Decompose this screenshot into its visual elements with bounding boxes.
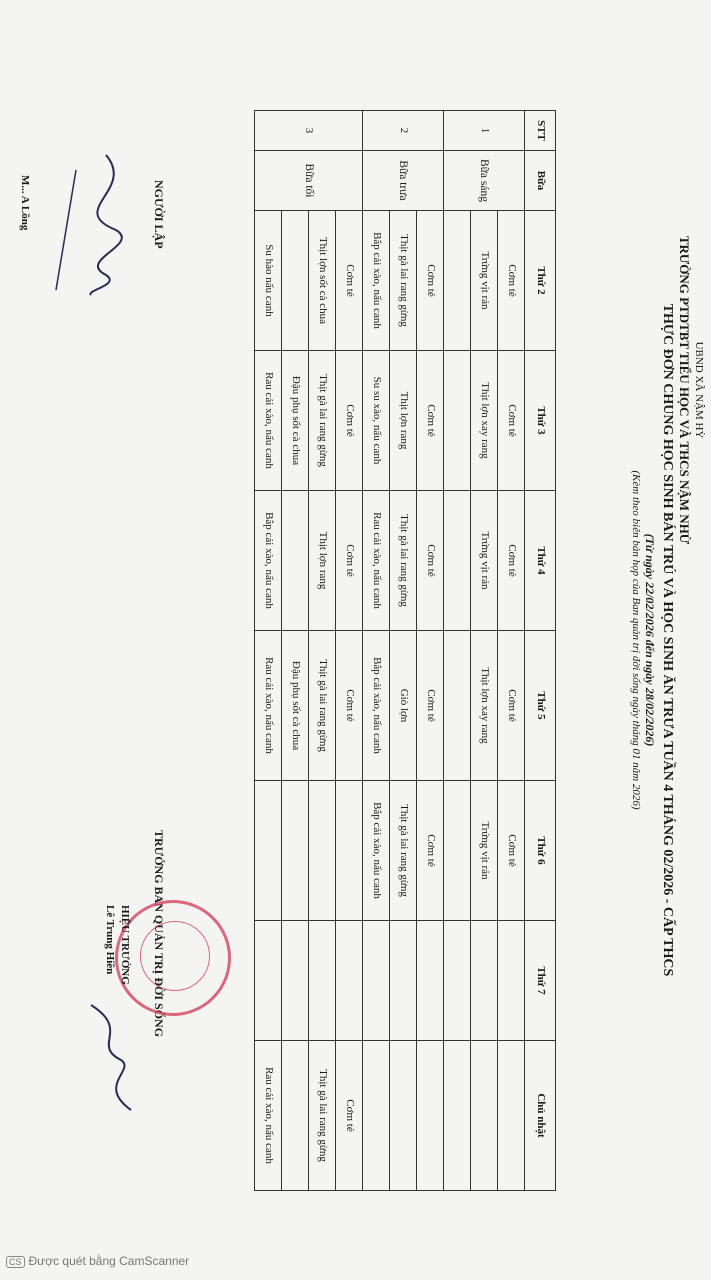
col-sun: Chủ nhật bbox=[525, 1041, 556, 1191]
menu-cell bbox=[444, 1041, 471, 1191]
menu-cell: Thịt gà lai rang gừng bbox=[309, 351, 336, 491]
col-wed: Thứ 4 bbox=[525, 491, 556, 631]
table-row bbox=[417, 111, 444, 1191]
menu-table bbox=[254, 110, 556, 1191]
menu-cell bbox=[282, 1041, 309, 1191]
menu-cell: Cơm tẻ bbox=[417, 211, 444, 351]
menu-cell: Cơm tẻ bbox=[336, 211, 363, 351]
meal-name: Bữa sáng bbox=[444, 151, 525, 211]
table-row bbox=[390, 111, 417, 1191]
menu-cell: Cơm tẻ bbox=[498, 351, 525, 491]
menu-cell bbox=[498, 921, 525, 1041]
table-row bbox=[498, 111, 525, 1191]
menu-cell: Cơm tẻ bbox=[417, 351, 444, 491]
menu-cell: Rau cải xào, nấu canh bbox=[255, 1041, 282, 1191]
preparer-signature bbox=[46, 150, 146, 300]
menu-cell: Cơm tẻ bbox=[336, 1041, 363, 1191]
menu-title: THỰC ĐƠN CHUNG HỌC SINH BÁN TRÚ VÀ HỌC SINH ĂN TRƯA TUẦN 4 THÁNG 02/2026 - CẤP THCS bbox=[660, 303, 675, 977]
menu-cell: Cơm tẻ bbox=[498, 211, 525, 351]
meal-stt: 2 bbox=[363, 111, 444, 151]
menu-cell: Đậu phụ sốt cà chua bbox=[282, 351, 309, 491]
menu-cell: Cơm tẻ bbox=[336, 351, 363, 491]
menu-cell: Trứng vịt rán bbox=[471, 781, 498, 921]
menu-cell: Thịt lợn rang bbox=[390, 351, 417, 491]
menu-cell bbox=[309, 921, 336, 1041]
col-meal: Bữa bbox=[525, 151, 556, 211]
menu-cell bbox=[444, 921, 471, 1041]
menu-cell: Bắp cải xào, nấu canh bbox=[363, 631, 390, 781]
col-thu: Thứ 5 bbox=[525, 631, 556, 781]
col-fri: Thứ 6 bbox=[525, 781, 556, 921]
principal-role: HIỆU TRƯỞNG bbox=[119, 905, 131, 985]
school-stamp bbox=[115, 900, 231, 1016]
menu-cell: Thịt gà lai rang gừng bbox=[309, 631, 336, 781]
menu-cell bbox=[471, 921, 498, 1041]
menu-cell: Su hào nấu canh bbox=[255, 211, 282, 351]
menu-cell: Cơm tẻ bbox=[498, 631, 525, 781]
menu-cell bbox=[336, 921, 363, 1041]
col-sat: Thứ 7 bbox=[525, 921, 556, 1041]
menu-cell: Rau cải xào, nấu canh bbox=[255, 631, 282, 781]
menu-cell bbox=[255, 781, 282, 921]
menu-cell: Thịt gà lai rang gừng bbox=[390, 211, 417, 351]
principal-name: Lê Trung Hiền bbox=[104, 905, 116, 975]
menu-cell: Đậu phụ sốt cà chua bbox=[282, 631, 309, 781]
table-row bbox=[282, 111, 309, 1191]
menu-cell bbox=[282, 921, 309, 1041]
menu-cell: Rau cải xào, nấu canh bbox=[363, 491, 390, 631]
menu-cell bbox=[255, 921, 282, 1041]
menu-cell: Cơm tẻ bbox=[498, 781, 525, 921]
menu-cell: Cơm tẻ bbox=[336, 631, 363, 781]
table-row bbox=[363, 111, 390, 1191]
table-row bbox=[255, 111, 282, 1191]
meal-stt: 3 bbox=[255, 111, 363, 151]
menu-cell: Trứng vịt rán bbox=[471, 491, 498, 631]
menu-cell bbox=[444, 491, 471, 631]
menu-cell bbox=[417, 921, 444, 1041]
menu-cell bbox=[282, 491, 309, 631]
table-row bbox=[309, 111, 336, 1191]
attachment-note: (Kèm theo biên bản họp của Ban quản trị đời sống ngày tháng 01 năm 2026) bbox=[630, 470, 642, 810]
school-name: TRƯỜNG PTDTBT TIỂU HỌC VÀ THCS NẬM NHỪ bbox=[677, 235, 692, 545]
preparer-title: NGƯỜI LẬP bbox=[152, 180, 166, 249]
menu-cell bbox=[471, 1041, 498, 1191]
menu-cell: Thịt gà lai rang gừng bbox=[390, 491, 417, 631]
menu-cell: Cơm tẻ bbox=[417, 491, 444, 631]
table-row bbox=[444, 111, 471, 1191]
menu-cell bbox=[444, 211, 471, 351]
meal-stt: 1 bbox=[444, 111, 525, 151]
menu-cell bbox=[282, 211, 309, 351]
menu-cell bbox=[282, 781, 309, 921]
menu-cell bbox=[336, 781, 363, 921]
col-stt: STT bbox=[525, 111, 556, 151]
menu-cell bbox=[309, 781, 336, 921]
date-range: (Từ ngày 22/02/2026 đến ngày 28/02/2026) bbox=[643, 533, 657, 747]
menu-cell bbox=[444, 351, 471, 491]
menu-cell: Rau cải xào, nấu canh bbox=[255, 351, 282, 491]
menu-cell bbox=[444, 631, 471, 781]
menu-cell: Thịt lợn xay rang bbox=[471, 631, 498, 781]
table-row bbox=[471, 111, 498, 1191]
menu-cell bbox=[417, 1041, 444, 1191]
menu-cell: Cơm tẻ bbox=[498, 491, 525, 631]
col-tue: Thứ 3 bbox=[525, 351, 556, 491]
menu-cell: Thịt gà lai rang gừng bbox=[390, 781, 417, 921]
menu-cell: Su su xào, nấu canh bbox=[363, 351, 390, 491]
camscanner-icon: CS bbox=[6, 1256, 25, 1268]
menu-cell bbox=[363, 1041, 390, 1191]
menu-cell: Trứng vịt rán bbox=[471, 211, 498, 351]
camscanner-footer bbox=[6, 1254, 189, 1268]
camscanner-text: Được quét bằng CamScanner bbox=[28, 1254, 190, 1268]
menu-cell: Bắp cải xào, nấu canh bbox=[363, 781, 390, 921]
menu-cell bbox=[498, 1041, 525, 1191]
menu-cell: Thịt gà lai rang gừng bbox=[309, 1041, 336, 1191]
board-title: TRƯỞNG BAN QUẢN TRỊ ĐỜI SỐNG bbox=[152, 830, 166, 1038]
meal-name: Bữa tối bbox=[255, 151, 363, 211]
table-row bbox=[336, 111, 363, 1191]
menu-cell: Cơm tẻ bbox=[336, 491, 363, 631]
col-mon: Thứ 2 bbox=[525, 211, 556, 351]
principal-signature bbox=[71, 1000, 151, 1120]
menu-cell bbox=[363, 921, 390, 1041]
menu-cell: Cơm tẻ bbox=[417, 781, 444, 921]
authority-line: UBND XÃ NẬM HỲ bbox=[693, 341, 705, 439]
menu-cell bbox=[444, 781, 471, 921]
menu-cell: Thịt lợn rang bbox=[309, 491, 336, 631]
meal-name: Bữa trưa bbox=[363, 151, 444, 211]
header-row bbox=[525, 111, 556, 1191]
menu-cell: Thịt lợn xay rang bbox=[471, 351, 498, 491]
menu-cell bbox=[390, 921, 417, 1041]
menu-cell: Cơm tẻ bbox=[417, 631, 444, 781]
preparer-name: M... A Lồng bbox=[19, 175, 31, 231]
menu-cell bbox=[390, 1041, 417, 1191]
menu-cell: Giò lợn bbox=[390, 631, 417, 781]
menu-cell: Thịt lợn sốt cà chua bbox=[309, 211, 336, 351]
menu-cell: Bắp cải xào, nấu canh bbox=[363, 211, 390, 351]
menu-cell: Bắp cải xào, nấu canh bbox=[255, 491, 282, 631]
